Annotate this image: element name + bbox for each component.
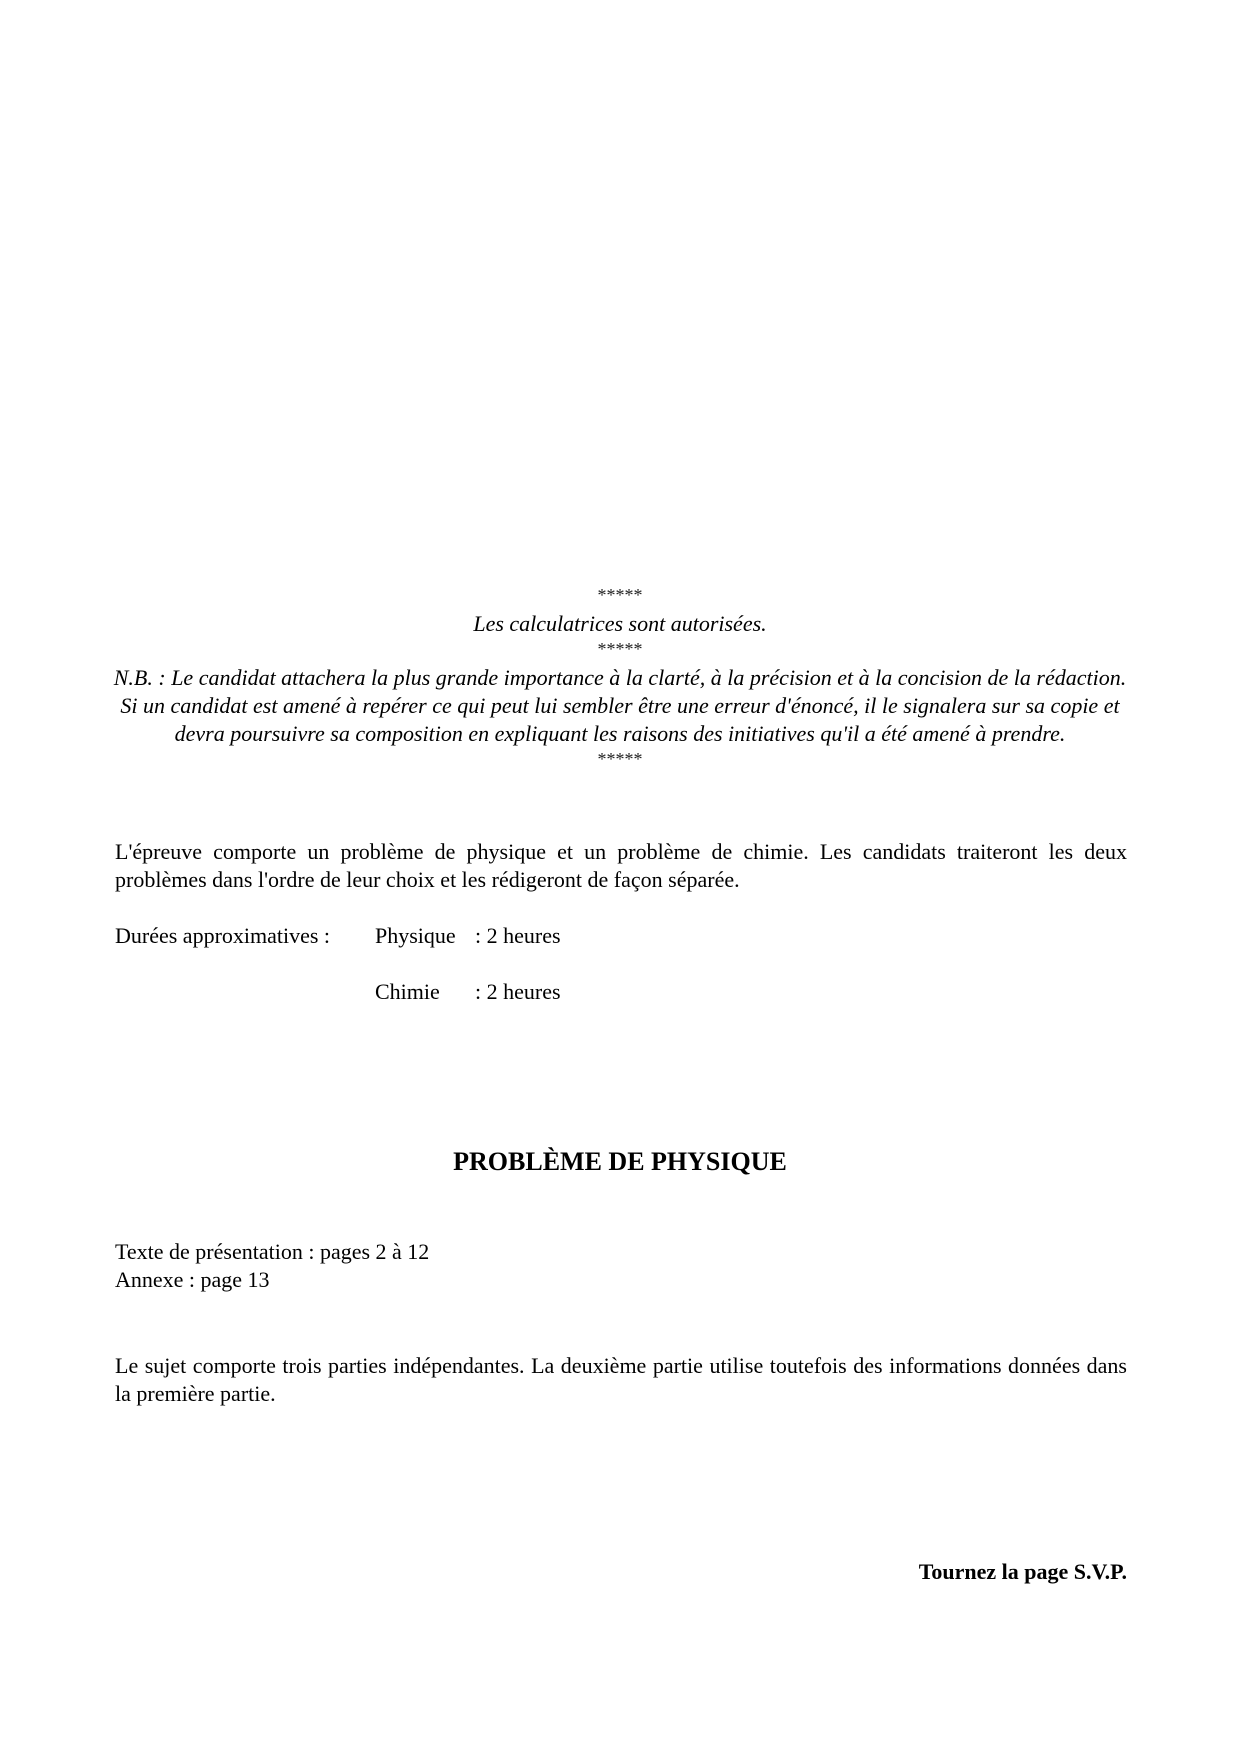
durations-label: Durées approximatives :	[115, 923, 331, 948]
subject-description: Le sujet comporte trois parties indépendantes. La deuxième partie utilise toutefois des informations données dans la première partie.	[115, 1353, 1127, 1406]
physique-label: Physique	[375, 923, 456, 948]
turn-page-note: Tournez la page S.V.P.	[918, 1559, 1127, 1584]
nb-notice: N.B. : Le candidat attachera la plus grande importance à la clarté, à la précision et à la concision de la rédaction. Si un candidat est amené à repérer ce qui peut lui sembler être une erreur d'énoncé, il le signalera sur sa copie et devra poursuivre sa composition en expliquant les raisons des initiatives qu'il a été amené à prendre.	[113, 665, 1127, 746]
intro-paragraph: L'épreuve comporte un problème de physique et un problème de chimie. Les candidats traiteront les deux problèmes dans l'ordre de leur choix et les rédigeront de façon séparée.	[115, 839, 1127, 892]
chimie-duration: : 2 heures	[475, 979, 561, 1004]
header-block	[110, 586, 1130, 768]
section-title: PROBLÈME DE PHYSIQUE	[453, 1147, 787, 1176]
annexe-line: Annexe : page 13	[115, 1267, 270, 1292]
chimie-label: Chimie	[375, 979, 440, 1004]
separator-stars-3: *****	[597, 749, 643, 769]
physique-duration: : 2 heures	[475, 923, 561, 948]
calculators-notice: Les calculatrices sont autorisées.	[473, 611, 767, 636]
separator-stars-2: *****	[597, 639, 643, 659]
separator-stars-1: *****	[597, 585, 643, 605]
presentation-line: Texte de présentation : pages 2 à 12	[115, 1239, 430, 1264]
